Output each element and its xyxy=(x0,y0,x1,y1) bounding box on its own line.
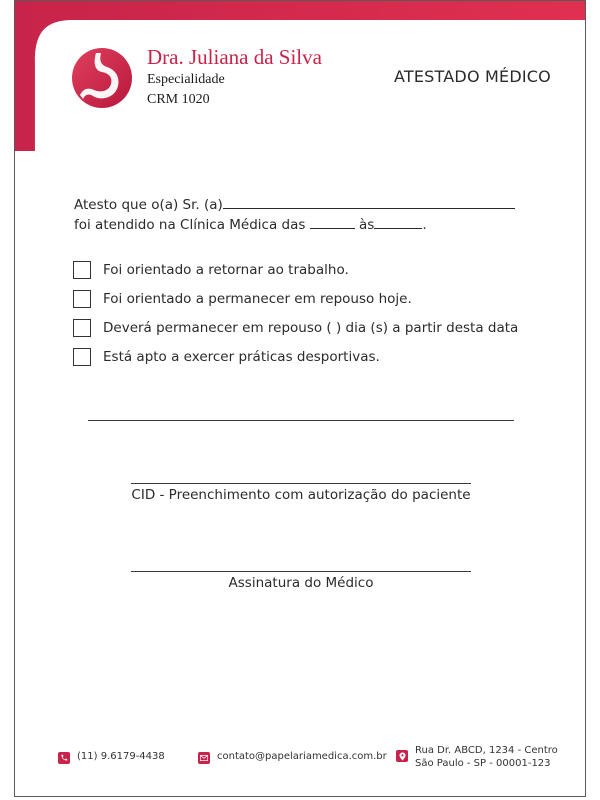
phone-icon xyxy=(58,752,70,764)
attendance-time-suffix: . xyxy=(422,217,427,233)
end-time-blank[interactable] xyxy=(374,216,422,229)
option-return-to-work xyxy=(73,259,349,281)
option-label: Foi orientado a retornar ao trabalho. xyxy=(103,262,349,278)
start-time-blank[interactable] xyxy=(310,216,355,229)
cid-caption: CID - Preenchimento com autorização do paciente xyxy=(131,487,471,503)
certificate-sheet xyxy=(14,0,586,797)
footer-address xyxy=(396,744,558,770)
envelope-icon xyxy=(198,752,210,764)
doctor-crm: CRM 1020 xyxy=(147,92,210,107)
doctor-name: Dra. Juliana da Silva xyxy=(147,45,322,69)
address-line-2: São Paulo - SP - 00001-123 xyxy=(415,758,551,769)
footer-email xyxy=(198,750,387,764)
checkbox-rest-today[interactable] xyxy=(73,290,91,308)
option-rest-days xyxy=(73,317,518,339)
email-text[interactable]: contato@papelariamedica.com.br xyxy=(217,751,387,762)
patient-name-label: Atesto que o(a) Sr. (a) xyxy=(74,197,223,213)
doctor-signature-line[interactable] xyxy=(131,571,471,572)
address-block xyxy=(415,744,558,770)
checkbox-rest-days[interactable] xyxy=(73,319,91,337)
stomach-icon xyxy=(71,47,133,109)
option-label: Foi orientado a permanecer em repouso hoje. xyxy=(103,291,412,307)
address-line-1: Rua Dr. ABCD, 1234 - Centro xyxy=(415,745,558,756)
attendance-time-line xyxy=(74,216,427,233)
option-label: Deverá permanecer em repouso ( ) dia (s) a partir desta data xyxy=(103,320,519,336)
doctor-specialty: Especialidade xyxy=(147,72,225,87)
option-fit-for-sports xyxy=(73,346,380,368)
document-title: ATESTADO MÉDICO xyxy=(394,67,551,86)
doctor-signature-caption: Assinatura do Médico xyxy=(228,575,374,591)
attendance-time-label: foi atendido na Clínica Médica das xyxy=(74,217,306,233)
phone-text: (11) 9.6179-4438 xyxy=(77,751,165,762)
checkbox-return-to-work[interactable] xyxy=(73,261,91,279)
attendance-time-middle: às xyxy=(359,217,375,233)
checkbox-fit-for-sports[interactable] xyxy=(73,348,91,366)
patient-name-blank[interactable] xyxy=(223,196,515,209)
footer-phone xyxy=(58,750,165,764)
notes-line[interactable] xyxy=(88,420,514,421)
option-label: Está apto a exercer práticas desportivas. xyxy=(103,349,380,365)
cid-signature-line[interactable] xyxy=(131,483,471,484)
patient-name-line xyxy=(74,196,515,213)
option-rest-today xyxy=(73,288,412,310)
location-pin-icon xyxy=(396,750,408,762)
